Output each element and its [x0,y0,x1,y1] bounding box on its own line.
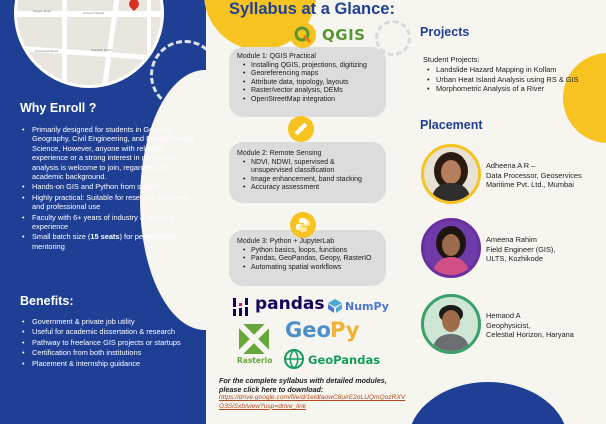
list-item: • Urban Heat Island Analysis using RS & GIS [423,75,603,85]
avatar [421,294,481,354]
person-name: Hemand A [486,311,521,320]
location-map[interactable] [14,0,164,88]
person-org: ULTS, Kozhikode [486,254,543,264]
map-label: Deepa Road [33,9,52,13]
placement-card [486,235,604,264]
qgis-logo-icon [290,22,316,48]
person-role: Field Engineer (GIS), [486,244,556,254]
avatar [421,218,481,278]
benefits-heading: Benefits: [20,294,74,308]
benefits-list [20,317,196,369]
geopandas-logo-text: GeoPandas [308,353,381,367]
person-role: Geophysicist, [486,320,531,330]
list-item: • Landslide Hazard Mapping in Kollam [423,65,603,75]
list-item: • OpenStreetMap integration [243,96,378,105]
module-1-card [229,47,386,117]
why-enroll-list [20,125,196,252]
list-item: • Highly practical: Suitable for research, academic, and professional use [20,193,196,212]
batch-seats: 15 seats [90,232,120,242]
list-item: • Accuracy assessment [243,184,378,193]
list-item: • Image enhancement, band stacking [243,176,378,185]
person-name: Adheena A R – [486,161,536,170]
pandas-logo-text: pandas [255,294,325,314]
list-item: • Georeferencing maps [243,70,378,79]
list-item: • NDVI, NDWI, supervised & unsupervised classification [243,159,378,176]
numpy-logo-text: NumPy [345,300,389,313]
list-item: • Raster/vector analysis, DEMs [243,87,378,96]
list-item: • Automating spatial workflows [243,264,378,273]
geopy-logo-text-a: Geo [285,318,331,342]
placement-heading: Placement [420,118,483,132]
syllabus-download-note: For the complete syllabus with detailed modules, please click here to download: [219,376,387,394]
syllabus-download-link[interactable]: https://drive.google.com/file/d/1eldtaowC8uirE2oLUQmQozRXVG3SiSxb/view?usp=drive_link [219,394,406,410]
batch-suffix: ) for personalized mentoring [32,232,177,251]
list-item: • Attribute data, topology, layouts [243,79,378,88]
module-title: Module 1: QGIS Practical [237,53,316,60]
avatar [421,144,481,204]
decorative-blue-shape [408,382,568,424]
rasterio-icon [239,324,269,354]
list-item: • Morphometric Analysis of a River [423,84,603,94]
geopandas-icon [284,349,304,369]
map-road [62,0,67,88]
module-2-card [229,142,386,203]
list-item: • Useful for academic dissertation & research [20,327,196,336]
geopy-logo-text-b: Py [330,318,360,342]
module-items [243,159,378,193]
list-item: • Primarily designed for students in Geology, Geography, Civil Engineering, and Environmental Science, However, anyone with relevant experience or a strong interest in geospatial analysis is welcome to join, regardless of academic background. [20,125,196,181]
projects-heading: Projects [420,25,470,39]
placement-card [486,161,604,190]
list-item: • Hands-on GIS and Python from scratch [20,182,196,191]
list-item: • Placement & internship guidance [20,359,196,368]
projects-list [423,65,603,94]
pandas-icon [232,296,250,318]
person-name: Ameena Rahim [486,235,537,244]
projects-subtitle: Student Projects: [423,55,480,64]
module-items [243,247,378,273]
list-item: • Pandas, GeoPandas, Geopy, RasterIO [243,255,378,264]
module-title: Module 2: Remote Sensing [237,150,322,157]
list-item: • Certification from both institutions [20,348,196,357]
placement-card [486,311,604,340]
rasterio-logo-text: Rasterio [237,356,273,365]
left-panel [0,0,206,424]
module-title: Module 3: Python + JupyterLab [237,238,335,245]
person-role: Data Processor, Geoservices [486,170,582,180]
list-item: • Pathway to freelance GIS projects or startups [20,338,196,347]
python-icon [290,212,316,238]
person-org: Maritime Pvt. Ltd., Mumbai [486,180,574,190]
satellite-icon [288,116,314,142]
module-3-card [229,230,386,286]
list-item: • Faculty with 6+ years of industry & teaching experience [20,213,196,232]
map-label: Ground Street [83,11,105,15]
list-item: • Python basics, loops, functions [243,247,378,256]
numpy-icon [327,298,343,314]
module-items [243,62,378,105]
map-label: Subbiah Road [91,48,112,52]
list-item [20,232,196,251]
list-item: • Government & private job utility [20,317,196,326]
qgis-logo-text: QGIS [322,26,366,44]
batch-prefix: Small batch size ( [32,232,91,242]
list-item: • Installing QGIS, projections, digitizing [243,62,378,71]
person-org: Celestial Horizon, Haryana [486,330,574,340]
map-pin-icon [127,0,141,11]
map-label: Unnamed Road [35,49,58,53]
page-title: Syllabus at a Glance: [229,0,395,18]
why-enroll-heading: Why Enroll ? [20,101,97,115]
